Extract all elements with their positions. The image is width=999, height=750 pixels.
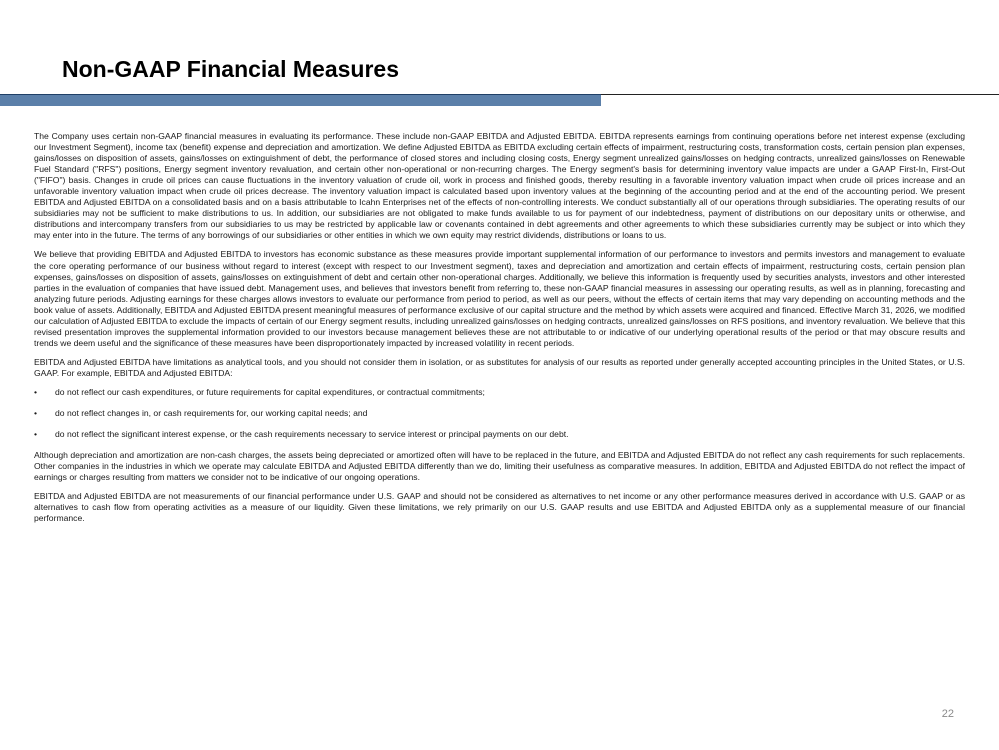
paragraph-non-cash: Although depreciation and amortization are non-cash charges, the assets being depreciated or amortized often will have to be replaced in the future, and EBITDA and Adjusted EBITDA do not reflect any cash requirements for such replacements. Other companies in the industries in which we operate may calculate EBITDA and Adjusted EBITDA differently than we do, limiting their usefulness as comparative measures. In addition, EBITDA and Adjusted EBITDA do not reflect the impact of earnings or charges resulting from matters we consider not to be indicative of our ongoing operations. [34,450,965,483]
list-item-text: do not reflect changes in, or cash requirements for, our working capital needs; and [55,408,368,419]
header-rule [601,94,999,95]
list-item-text: do not reflect our cash expenditures, or future requirements for capital expenditures, or contractual commitments; [55,386,485,397]
paragraph-definition: The Company uses certain non-GAAP financial measures in evaluating its performance. These include non-GAAP EBITDA and Adjusted EBITDA. EBITDA represents earnings from continuing operations before net interest expense (excluding our Investment Segment), income tax (benefit) expense and depreciation and amortization. We define Adjusted EBITDA as EBITDA excluding certain effects of impairment, restructuring costs, transformation costs, certain pension plan expenses, gains/losses on disposition of assets, gains/losses on extinguishment of debt, the performance of closed stores and including closing costs, Energy segment unrealized gains/losses on hedging contracts, unrealized gains/losses on Renewable Fuel Standard ("RFS") positions, Energy segment inventory revaluation, and certain other non-operational or non-recurring charges. The Energy segment's basis for determining inventory value impacts are under a GAAP First-In, First-Out ("FIFO") basis. Changes in crude oil prices can cause fluctuations in the inventory valuation of crude oil, work in process and finished goods, thereby resulting in a favorable inventory valuation impact when crude oil prices increase and an unfavorable inventory valuation impact when crude oil prices decrease. The inventory valuation impact is calculated based upon inventory values at the beginning of the accounting period and at the end of the accounting period. We present EBITDA and Adjusted EBITDA on a consolidated basis and on a basis attributable to Icahn Enterprises net of the effects of non-controlling interests. We conduct substantially all of our operations through subsidiaries. The operating results of our subsidiaries may not be sufficient to make distributions to us. In addition, our subsidiaries are not obligated to make funds available to us for payment of our indebtedness, payment of distributions on our depositary units or otherwise, and distributions and intercompany transfers from our subsidiaries to us may be restricted by applicable law or covenants contained in debt agreements and other agreements to which these subsidiaries currently may be subject or into which they may enter into in the future. The terms of any borrowings of our subsidiaries or other entities in which we own equity may restrict dividends, distributions or loans to us. [34,131,965,241]
list-item [34,429,965,440]
list-item [34,408,965,419]
list-item [34,387,965,398]
paragraph-rationale: We believe that providing EBITDA and Adjusted EBITDA to investors has economic substance as these measures provide important supplemental information of our performance to investors and permits investors and management to evaluate the core operating performance of our business without regard to interest (except with respect to our Investment segment), taxes and depreciation and amortization and certain effects of impairment, restructuring costs, certain pension plan expenses, gains/losses on disposition of assets, gains/losses on extinguishment of debt and certain other non-operational charges. Additionally, we believe this information is frequently used by securities analysts, investors and other interested parties in the evaluation of companies that have issued debt. Management uses, and believes that investors benefit from referring to, these non-GAAP financial measures in assessing our operating results, as well as in planning, forecasting and analyzing future periods. Adjusting earnings for these charges allows investors to evaluate our performance from period to period, as well as our peers, without the effects of certain items that may vary depending on accounting methods and the book value of assets. Additionally, EBITDA and Adjusted EBITDA present meaningful measures of performance exclusive of our capital structure and the method by which assets were acquired and financed. Effective March 31, 2026, we modified our calculation of Adjusted EBITDA to exclude the impacts of certain of our Energy segment results, including unrealized gains/losses on hedging contracts, unrealized gains/losses on RFS positions, and inventory revaluation. We believe that this revised presentation improves the supplemental information provided to our investors because management believes these are not attributable to or indicative of our underlying operational results of the period or that may obscure results and trends we deem useful and the significance of these measures have been disproportionately impacted by increased volatility in recent periods. [34,249,965,348]
page-number: 22 [941,708,954,720]
bullet-icon: • [34,408,38,419]
bullet-icon: • [34,386,38,397]
limitations-list [34,387,965,440]
body-content [34,131,965,532]
bullet-icon: • [34,429,38,440]
list-item-text: do not reflect the significant interest expense, or the cash requirements necessary to service interest or principal payments on our debt. [55,429,569,440]
paragraph-supplemental: EBITDA and Adjusted EBITDA are not measurements of our financial performance under U.S. GAAP and should not be considered as alternatives to net income or any other performance measures derived in accordance with U.S. GAAP or as alternatives to cash flow from operating activities as a measure of our liquidity. Given these limitations, we rely primarily on our U.S. GAAP results and use EBITDA and Adjusted EBITDA only as a supplemental measure of our financial performance. [34,491,965,524]
header-accent-band [0,95,601,106]
slide-title: Non-GAAP Financial Measures [62,56,399,82]
paragraph-limitations: EBITDA and Adjusted EBITDA have limitations as analytical tools, and you should not consider them in isolation, or as substitutes for analysis of our results as reported under generally accepted accounting principles in the United States, or U.S. GAAP. For example, EBITDA and Adjusted EBITDA: [34,356,965,378]
